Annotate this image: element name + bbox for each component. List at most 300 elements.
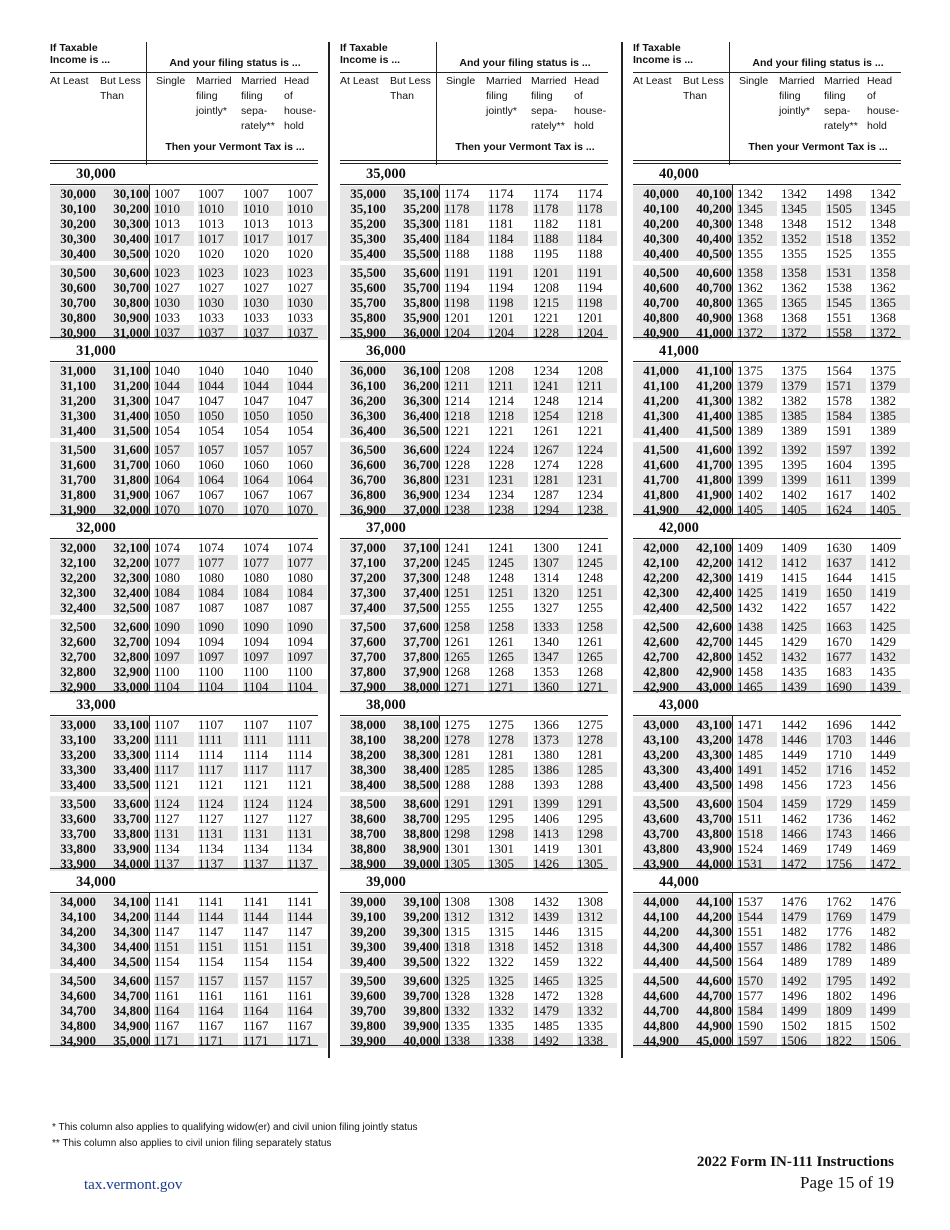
at-least-cell: 32,400: [50, 600, 96, 615]
block-rows: [633, 894, 901, 1048]
table-row: [50, 909, 318, 924]
at-least-cell: 34,300: [50, 939, 96, 954]
but-less-than-cell: 37,300: [386, 570, 439, 585]
page-number: Page 15 of 19: [800, 1173, 894, 1192]
single-tax-cell: 1425: [737, 585, 777, 600]
married-separately-tax-cell: 1545: [826, 295, 866, 310]
block-rule: [340, 538, 608, 539]
married-jointly-tax-cell: 1033: [198, 310, 224, 325]
single-tax-cell: 1057: [154, 442, 194, 457]
married-separately-tax-cell: 1057: [243, 442, 283, 457]
married-jointly-tax-cell: 1241: [488, 540, 514, 555]
at-least-cell: 41,800: [633, 487, 679, 502]
at-least-cell: 31,400: [50, 423, 96, 438]
married-separately-tax-cell: 1037: [243, 325, 283, 340]
block-rule: [50, 514, 318, 515]
married-jointly-tax-cell: 1211: [488, 378, 528, 393]
head-of-household-heading: Head of house- hold: [574, 75, 607, 132]
table-row: [340, 423, 608, 438]
but-less-than-cell: 41,300: [679, 393, 732, 408]
table-row: [633, 457, 901, 472]
at-least-cell: 40,000: [633, 186, 679, 201]
table-row: [50, 973, 318, 988]
married-jointly-tax-cell: 1492: [781, 973, 821, 988]
married-separately-tax-cell: 1446: [533, 924, 559, 939]
head-of-household-tax-cell: 1322: [577, 954, 603, 969]
married-jointly-tax-cell: 1258: [488, 619, 528, 634]
table-row: [50, 442, 318, 457]
married-jointly-tax-cell: 1007: [198, 186, 224, 201]
but-less-than-cell: 42,500: [679, 600, 732, 615]
head-of-household-tax-cell: 1499: [870, 1003, 910, 1018]
header-rule: [633, 160, 901, 161]
at-least-cell: 34,100: [50, 909, 96, 924]
but-less-than-cell: 35,400: [386, 231, 439, 246]
head-of-household-tax-cell: 1013: [287, 216, 313, 231]
but-less-than-cell: 37,600: [386, 619, 439, 634]
married-jointly-tax-cell: 1502: [781, 1018, 807, 1033]
but-less-than-cell: 30,300: [96, 216, 149, 231]
married-jointly-tax-cell: 1057: [198, 442, 238, 457]
taxable-income-heading: If Taxable Income is ...: [633, 42, 694, 66]
married-jointly-tax-cell: 1184: [488, 231, 528, 246]
at-least-cell: 35,200: [340, 216, 386, 231]
married-jointly-tax-cell: 1452: [781, 762, 821, 777]
single-tax-cell: 1131: [154, 826, 194, 841]
married-separately-tax-cell: 1027: [243, 280, 269, 295]
tax-table-column: [50, 42, 318, 1050]
but-less-than-cell: 36,700: [386, 457, 439, 472]
single-tax-cell: 1245: [444, 555, 484, 570]
married-separately-tax-cell: 1080: [243, 570, 269, 585]
but-less-than-cell: 30,100: [96, 186, 149, 201]
table-row: [50, 408, 318, 423]
but-less-than-cell: 35,000: [96, 1033, 149, 1048]
head-of-household-heading: Head of house- hold: [867, 75, 900, 132]
single-tax-cell: 1050: [154, 408, 194, 423]
table-row: [633, 732, 901, 747]
single-tax-cell: 1288: [444, 777, 470, 792]
married-separately-tax-cell: 1525: [826, 246, 852, 261]
but-less-than-cell: 43,800: [679, 826, 732, 841]
at-least-cell: 33,300: [50, 762, 96, 777]
married-separately-tax-cell: 1254: [533, 408, 573, 423]
table-row: [633, 762, 901, 777]
married-jointly-tax-cell: 1167: [198, 1018, 224, 1033]
married-jointly-tax-cell: 1318: [488, 939, 528, 954]
married-jointly-tax-cell: 1439: [781, 679, 821, 694]
at-least-cell: 44,800: [633, 1018, 679, 1033]
block-rows: [50, 186, 318, 340]
but-less-than-cell: 32,200: [96, 555, 149, 570]
married-separately-tax-cell: 1195: [533, 246, 559, 261]
married-jointly-tax-cell: 1047: [198, 393, 224, 408]
but-less-than-cell: 37,800: [386, 649, 439, 664]
but-less-than-cell: 38,100: [386, 717, 439, 732]
table-row: [633, 796, 901, 811]
at-least-cell: 33,700: [50, 826, 96, 841]
head-of-household-tax-cell: 1318: [577, 939, 617, 954]
head-of-household-tax-cell: 1218: [577, 408, 617, 423]
table-row: [633, 826, 901, 841]
single-tax-cell: 1218: [444, 408, 484, 423]
footnote-1: * This column also applies to qualifying widow(er) and civil union filing jointly status: [52, 1122, 418, 1133]
block-rule: [340, 1045, 608, 1046]
column-divider: [328, 42, 330, 1058]
single-tax-cell: 1077: [154, 555, 194, 570]
at-least-cell: 32,300: [50, 585, 96, 600]
at-least-cell: 32,600: [50, 634, 96, 649]
married-separately-tax-cell: 1459: [533, 954, 559, 969]
at-least-cell: 36,200: [340, 393, 386, 408]
married-jointly-tax-cell: 1486: [781, 939, 821, 954]
but-less-than-cell: 33,700: [96, 811, 149, 826]
at-least-cell: 30,600: [50, 280, 96, 295]
but-less-than-cell: 30,900: [96, 310, 149, 325]
married-jointly-tax-cell: 1228: [488, 457, 514, 472]
but-less-than-cell: 39,000: [386, 856, 439, 871]
head-of-household-tax-cell: 1375: [870, 363, 896, 378]
married-jointly-tax-cell: 1328: [488, 988, 514, 1003]
single-tax-cell: 1090: [154, 619, 194, 634]
single-tax-cell: 1291: [444, 796, 484, 811]
married-separately-tax-cell: 1776: [826, 924, 852, 939]
married-separately-tax-cell: 1762: [826, 894, 852, 909]
at-least-cell: 35,800: [340, 310, 386, 325]
but-less-than-cell: 43,200: [679, 732, 732, 747]
married-jointly-tax-cell: 1312: [488, 909, 528, 924]
table-row: [50, 487, 318, 502]
but-less-than-cell: 35,100: [386, 186, 439, 201]
table-row: [50, 295, 318, 310]
married-separately-tax-cell: 1393: [533, 777, 559, 792]
head-of-household-tax-cell: 1054: [287, 423, 313, 438]
head-of-household-tax-cell: 1181: [577, 216, 603, 231]
single-tax-cell: 1379: [737, 378, 777, 393]
single-tax-cell: 1167: [154, 1018, 180, 1033]
table-row: [50, 841, 318, 856]
head-of-household-tax-cell: 1164: [287, 1003, 327, 1018]
at-least-cell: 35,100: [340, 201, 386, 216]
married-jointly-tax-cell: 1070: [198, 502, 238, 517]
block-rule: [50, 337, 318, 338]
but-less-than-cell: 40,200: [679, 201, 732, 216]
head-of-household-tax-cell: 1194: [577, 280, 603, 295]
table-row: [340, 265, 608, 280]
head-of-household-tax-cell: 1044: [287, 378, 327, 393]
but-less-than-cell: 35,500: [386, 246, 439, 261]
head-of-household-tax-cell: 1392: [870, 442, 910, 457]
married-separately-tax-cell: 1274: [533, 457, 559, 472]
but-less-than-cell: 34,700: [96, 988, 149, 1003]
table-row: [340, 732, 608, 747]
but-less-than-cell: 42,900: [679, 664, 732, 679]
head-of-household-tax-cell: 1335: [577, 1018, 603, 1033]
but-less-than-cell: 41,800: [679, 472, 732, 487]
but-less-than-cell: 31,100: [96, 363, 149, 378]
but-less-than-cell: 44,300: [679, 924, 732, 939]
single-tax-cell: 1258: [444, 619, 484, 634]
table-row: [633, 216, 901, 231]
header-rule: [50, 160, 318, 161]
married-separately-tax-cell: 1167: [243, 1018, 269, 1033]
married-jointly-tax-cell: 1178: [488, 201, 528, 216]
but-less-than-cell: 32,400: [96, 585, 149, 600]
married-separately-tax-cell: 1020: [243, 246, 269, 261]
married-jointly-tax-cell: 1291: [488, 796, 528, 811]
married-separately-tax-cell: 1452: [533, 939, 573, 954]
but-less-than-cell: 36,200: [386, 378, 439, 393]
at-least-cell: 39,000: [340, 894, 386, 909]
table-row: [340, 841, 608, 856]
married-separately-tax-cell: 1624: [826, 502, 866, 517]
married-jointly-tax-cell: 1268: [488, 664, 514, 679]
tax-table-column: [633, 42, 901, 1050]
married-jointly-tax-cell: 1050: [198, 408, 238, 423]
married-jointly-tax-cell: 1137: [198, 856, 238, 871]
at-least-cell: 30,200: [50, 216, 96, 231]
married-jointly-tax-cell: 1084: [198, 585, 238, 600]
but-less-than-cell: 39,300: [386, 924, 439, 939]
but-less-than-cell: 32,300: [96, 570, 149, 585]
head-of-household-tax-cell: 1348: [870, 216, 896, 231]
block-title: 36,000: [366, 343, 406, 359]
at-least-cell: 32,700: [50, 649, 96, 664]
but-less-than-cell: 34,500: [96, 954, 149, 969]
at-least-cell: 32,800: [50, 664, 96, 679]
but-less-than-cell: 41,500: [679, 423, 732, 438]
married-jointly-tax-cell: 1154: [198, 954, 224, 969]
head-of-household-tax-cell: 1167: [287, 1018, 313, 1033]
but-less-than-cell: 32,700: [96, 634, 149, 649]
table-row: [633, 231, 901, 246]
married-jointly-heading: Married filing jointly*: [196, 75, 232, 117]
single-tax-cell: 1134: [154, 841, 180, 856]
single-tax-cell: 1537: [737, 894, 763, 909]
single-tax-cell: 1030: [154, 295, 194, 310]
table-row: [633, 585, 901, 600]
tax-table-column: [340, 42, 608, 1050]
but-less-than-cell: 38,200: [386, 732, 439, 747]
at-least-cell: 31,600: [50, 457, 96, 472]
married-separately-tax-cell: 1505: [826, 201, 866, 216]
married-separately-tax-cell: 1340: [533, 634, 559, 649]
head-of-household-tax-cell: 1325: [577, 973, 617, 988]
at-least-cell: 38,400: [340, 777, 386, 792]
single-tax-cell: 1228: [444, 457, 470, 472]
married-jointly-tax-cell: 1375: [781, 363, 807, 378]
footnote-2: ** This column also applies to civil union filing separately status: [52, 1138, 332, 1149]
married-jointly-tax-cell: 1295: [488, 811, 514, 826]
married-separately-tax-cell: 1087: [243, 600, 269, 615]
single-tax-cell: 1275: [444, 717, 470, 732]
table-row: [50, 717, 318, 732]
single-tax-cell: 1201: [444, 310, 470, 325]
at-least-cell: 40,600: [633, 280, 679, 295]
single-tax-cell: 1518: [737, 826, 777, 841]
table-row: [340, 811, 608, 826]
at-least-cell: 42,700: [633, 649, 679, 664]
married-jointly-tax-cell: 1214: [488, 393, 514, 408]
single-heading: Single: [156, 75, 186, 87]
but-less-than-cell: 39,900: [386, 1018, 439, 1033]
married-separately-tax-cell: 1107: [243, 717, 269, 732]
table-row: [50, 186, 318, 201]
table-row: [633, 717, 901, 732]
married-separately-tax-cell: 1040: [243, 363, 269, 378]
married-jointly-tax-cell: 1131: [198, 826, 238, 841]
table-row: [633, 423, 901, 438]
head-of-household-tax-cell: 1134: [287, 841, 313, 856]
but-less-than-cell: 37,700: [386, 634, 439, 649]
but-less-than-cell: 35,600: [386, 265, 439, 280]
table-row: [633, 811, 901, 826]
table-row: [633, 619, 901, 634]
married-separately-tax-cell: 1077: [243, 555, 283, 570]
single-tax-cell: 1111: [154, 732, 194, 747]
at-least-cell: 35,700: [340, 295, 386, 310]
then-tax-heading: Then your Vermont Tax is ...: [455, 141, 595, 153]
single-tax-cell: 1395: [737, 457, 763, 472]
block-rule: [633, 184, 901, 185]
married-separately-tax-cell: 1538: [826, 280, 852, 295]
block-title: 41,000: [659, 343, 699, 359]
head-of-household-tax-cell: 1415: [870, 570, 896, 585]
taxable-income-heading: If Taxable Income is ...: [50, 42, 111, 66]
block-rule: [340, 715, 608, 716]
but-less-than-cell: 38,500: [386, 777, 439, 792]
at-least-cell: 32,100: [50, 555, 96, 570]
table-row: [50, 555, 318, 570]
head-of-household-tax-cell: 1214: [577, 393, 603, 408]
table-row: [633, 924, 901, 939]
header-divider: [436, 42, 437, 165]
at-least-cell: 39,800: [340, 1018, 386, 1033]
head-of-household-tax-cell: 1234: [577, 487, 603, 502]
at-least-cell: 39,200: [340, 924, 386, 939]
block-rows: [340, 363, 608, 517]
but-less-than-cell: 31,800: [96, 472, 149, 487]
table-row: [340, 201, 608, 216]
but-less-than-cell: 37,500: [386, 600, 439, 615]
block-rows: [50, 717, 318, 871]
single-tax-cell: 1405: [737, 502, 777, 517]
single-tax-cell: 1491: [737, 762, 777, 777]
at-least-cell: 40,300: [633, 231, 679, 246]
table-row: [340, 909, 608, 924]
head-of-household-tax-cell: 1171: [287, 1033, 327, 1048]
but-less-than-cell: 30,400: [96, 231, 149, 246]
married-separately-tax-cell: 1366: [533, 717, 559, 732]
married-separately-tax-cell: 1054: [243, 423, 269, 438]
married-separately-tax-cell: 1090: [243, 619, 283, 634]
table-row: [50, 216, 318, 231]
married-separately-tax-cell: 1007: [243, 186, 269, 201]
table-row: [340, 796, 608, 811]
head-of-household-tax-cell: 1446: [870, 732, 910, 747]
head-of-household-tax-cell: 1358: [870, 265, 910, 280]
income-block: [50, 519, 318, 696]
married-jointly-tax-cell: 1100: [198, 664, 224, 679]
table-row: [50, 796, 318, 811]
married-separately-tax-cell: 1320: [533, 585, 573, 600]
married-separately-tax-cell: 1010: [243, 201, 283, 216]
married-jointly-tax-cell: 1261: [488, 634, 514, 649]
at-least-cell: 37,800: [340, 664, 386, 679]
married-jointly-tax-cell: 1425: [781, 619, 821, 634]
single-tax-cell: 1204: [444, 325, 484, 340]
but-less-than-cell: 42,100: [679, 540, 732, 555]
married-jointly-tax-cell: 1121: [198, 777, 224, 792]
single-tax-cell: 1241: [444, 540, 470, 555]
table-row: [340, 246, 608, 261]
married-jointly-tax-cell: 1144: [198, 909, 238, 924]
but-less-than-cell: 34,600: [96, 973, 149, 988]
single-tax-cell: 1345: [737, 201, 777, 216]
table-row: [340, 777, 608, 792]
married-jointly-tax-cell: 1301: [488, 841, 514, 856]
single-tax-cell: 1070: [154, 502, 194, 517]
at-least-heading: At Least: [340, 75, 379, 87]
married-jointly-tax-cell: 1476: [781, 894, 807, 909]
head-of-household-tax-cell: 1295: [577, 811, 603, 826]
but-less-than-cell: 40,600: [679, 265, 732, 280]
table-row: [50, 363, 318, 378]
married-separately-tax-cell: 1017: [243, 231, 283, 246]
table-row: [340, 216, 608, 231]
table-row: [340, 664, 608, 679]
head-of-household-tax-cell: 1094: [287, 634, 313, 649]
married-jointly-tax-cell: 1419: [781, 585, 821, 600]
single-tax-cell: 1432: [737, 600, 763, 615]
at-least-cell: 37,300: [340, 585, 386, 600]
header-rule: [50, 72, 318, 73]
single-tax-cell: 1399: [737, 472, 777, 487]
table-row: [340, 393, 608, 408]
married-separately-tax-cell: 1492: [533, 1033, 573, 1048]
married-jointly-tax-cell: 1462: [781, 811, 807, 826]
single-tax-cell: 1352: [737, 231, 777, 246]
website-link[interactable]: tax.vermont.gov: [84, 1177, 183, 1193]
table-row: [340, 186, 608, 201]
block-rule: [633, 538, 901, 539]
but-less-than-cell: 44,000: [679, 856, 732, 871]
married-separately-tax-cell: 1144: [243, 909, 283, 924]
head-of-household-tax-cell: 1245: [577, 555, 617, 570]
block-rule: [340, 337, 608, 338]
at-least-cell: 39,500: [340, 973, 386, 988]
but-less-than-cell: 33,200: [96, 732, 149, 747]
single-tax-cell: 1087: [154, 600, 180, 615]
head-of-household-tax-cell: 1050: [287, 408, 327, 423]
head-of-household-tax-cell: 1174: [577, 186, 603, 201]
married-separately-tax-cell: 1134: [243, 841, 269, 856]
but-less-than-cell: 41,900: [679, 487, 732, 502]
table-row: [633, 295, 901, 310]
married-jointly-tax-cell: 1064: [198, 472, 238, 487]
married-jointly-tax-cell: 1435: [781, 664, 807, 679]
but-less-than-cell: 31,200: [96, 378, 149, 393]
but-less-than-cell: 35,300: [386, 216, 439, 231]
income-block: [340, 519, 608, 696]
table-row: [633, 909, 901, 924]
but-less-than-cell: 33,300: [96, 747, 149, 762]
but-less-than-cell: 42,800: [679, 649, 732, 664]
block-title: 43,000: [659, 697, 699, 713]
married-jointly-tax-cell: 1151: [198, 939, 238, 954]
at-least-cell: 40,900: [633, 325, 679, 340]
table-row: [340, 442, 608, 457]
